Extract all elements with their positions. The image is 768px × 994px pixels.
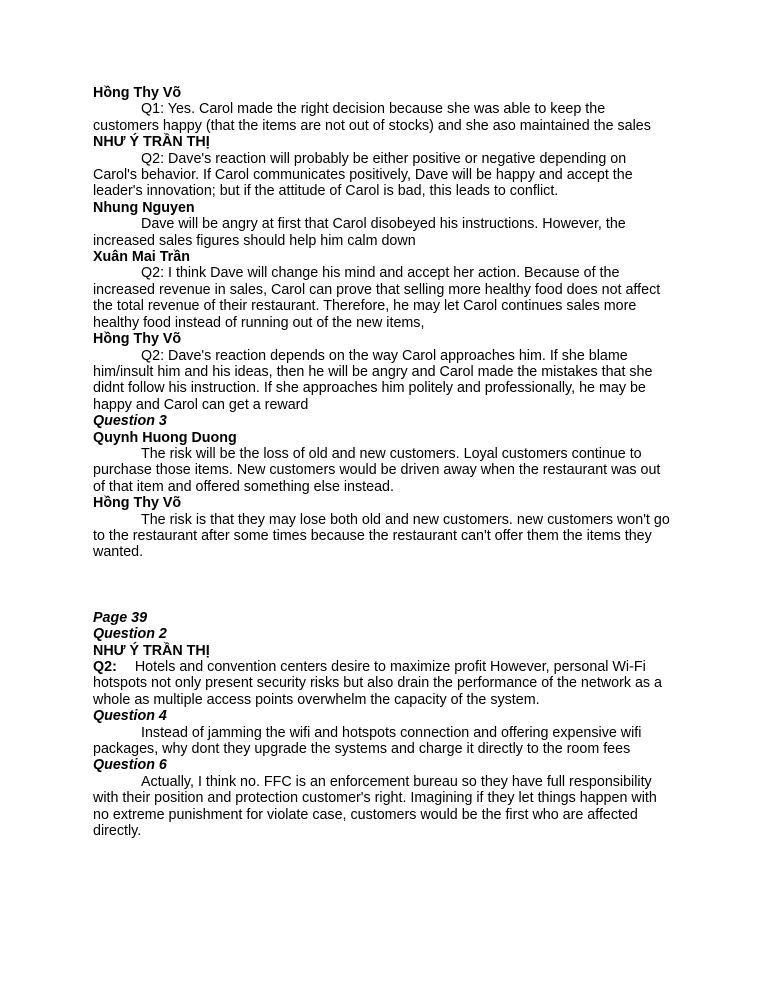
- author-name: Hồng Thy Võ: [93, 331, 182, 348]
- question-heading: Question 3: [93, 413, 167, 430]
- question-label: Q2:: [93, 659, 117, 675]
- answer-text: Instead of jamming the wifi and hotspots connection and offering expensive wifi packages, why dont they upgrade the systems and charge it directly to the room fees: [93, 724, 642, 758]
- answer-text: Dave will be angry at first that Carol disobeyed his instructions. However, the increased sales figures should help him calm down: [93, 216, 626, 249]
- author-name: Xuân Mai Trần: [93, 249, 190, 266]
- document-page: [93, 85, 671, 839]
- author-name: Hồng Thy Võ: [93, 85, 182, 101]
- answer-text: Hotels and convention centers desire to maximize profit However, personal Wi-Fi hotspots not only present security risks but also drain the performance of the network as a whole as multiple access points overwhelm the capacity of the system.: [93, 659, 662, 708]
- answer-text: Q2: I think Dave will change his mind and accept her action. Because of the increased revenue in sales, Carol can prove that selling more healthy food does not affect the total revenue of their restaurant. Therefore, he may let Carol continues sales more healthy food instead of running out of the new items,: [93, 265, 661, 331]
- author-name: Quynh Huong Duong: [93, 429, 237, 446]
- answer-paragraph: [93, 659, 671, 708]
- question-heading: Question 6: [93, 757, 167, 774]
- answer-text: The risk will be the loss of old and new customers. Loyal customers continue to purchase those items. New customers would be driven away when the restaurant was out of that item and offered something else instead.: [93, 445, 661, 495]
- question-heading: Question 4: [93, 708, 167, 725]
- author-name: NHƯ Ý TRẦN THỊ: [93, 642, 210, 659]
- answer-text: Q1: Yes. Carol made the right decision because she was able to keep the customers happy (that the items are not out of stocks) and she aso maintained the sales: [93, 101, 651, 134]
- author-name: NHƯ Ý TRẦN THỊ: [93, 134, 210, 151]
- answer-text: The risk is that they may lose both old and new customers. new customers won't go to the restaurant after some times because the restaurant can't offer them the items they wanted.: [93, 511, 670, 561]
- answer-text: Q2: Dave's reaction depends on the way Carol approaches him. If she blame him/insult him and his ideas, then he will be angry and Carol made the mistakes that she didnt follow his instruction. If she approaches him politely and professionally, he may be happy and Carol can get a reward: [93, 347, 653, 413]
- author-name: Hồng Thy Võ: [93, 495, 182, 512]
- author-name: Nhung Nguyen: [93, 199, 195, 216]
- section-spacer: [93, 561, 671, 610]
- answer-text: Actually, I think no. FFC is an enforcement bureau so they have full responsibility with their position and protection customer's right. Imagining if they let things happen with no extreme punishment for violate case, customers would be the first who are affected directly.: [93, 773, 657, 840]
- question-heading: Question 2: [93, 626, 167, 643]
- answer-text: Q2: Dave's reaction will probably be either positive or negative depending on Carol's behavior. If Carol communicates positively, Dave will be happy and accept the leader's innovation; but if the attitude of Carol is bad, this leads to conflict.: [93, 150, 633, 200]
- page-heading: Page 39: [93, 609, 148, 626]
